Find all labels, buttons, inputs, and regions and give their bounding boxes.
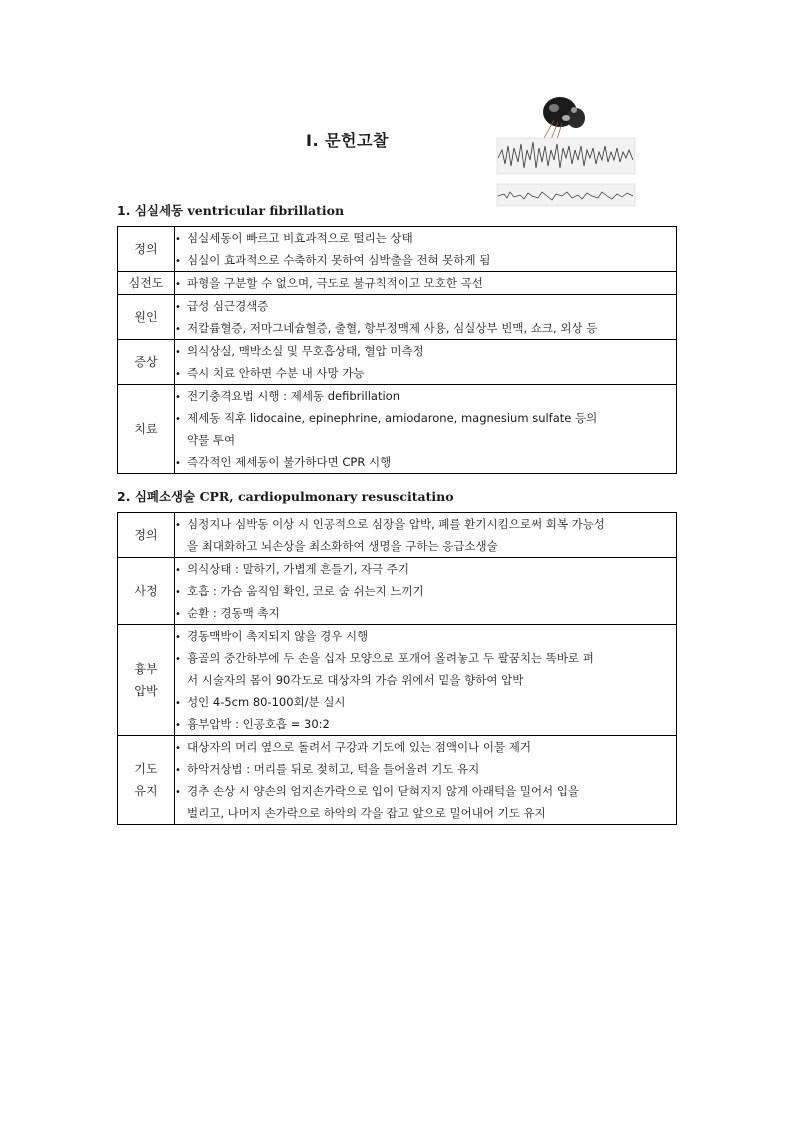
bullet-icon: • — [175, 234, 181, 245]
list-item-text: 의식상실, 맥박소실 및 무호흡상태, 혈압 미측정 — [187, 344, 424, 358]
section2-number: 2. — [117, 489, 131, 504]
section1-heading — [117, 201, 344, 219]
list-item-text: 급성 심근경색증 — [187, 299, 269, 313]
bullet-icon: • — [175, 256, 181, 267]
list-item — [175, 758, 676, 780]
list-item — [175, 780, 676, 802]
row-content — [175, 558, 677, 625]
table-row — [118, 625, 677, 736]
row-header-label: 기도 — [134, 762, 158, 776]
cpr-info-table — [117, 512, 677, 825]
row-header-label: 정의 — [134, 242, 158, 256]
list-item — [175, 647, 676, 669]
list-item-text: 흉골의 중간하부에 두 손을 십자 모양으로 포개어 올려놓고 두 팔꿈치는 똑바로 펴 — [187, 651, 594, 665]
row-header — [118, 513, 175, 558]
list-item — [175, 362, 676, 384]
list-item — [175, 535, 676, 557]
bullet-icon: • — [175, 392, 181, 403]
list-item-text: 제세동 직후 lidocaine, epinephrine, amiodarone, magnesium sulfate 등의 — [187, 411, 598, 425]
section2-heading — [117, 487, 454, 505]
list-item — [175, 249, 676, 271]
list-item-text: 을 최대화하고 뇌손상을 최소화하여 생명을 구하는 응급소생술 — [187, 539, 498, 553]
row-header — [118, 340, 175, 385]
list-item-text: 경동맥박이 촉지되지 않을 경우 시행 — [187, 629, 369, 643]
list-item — [175, 602, 676, 624]
row-header — [118, 227, 175, 272]
bullet-icon: • — [175, 632, 181, 643]
section2-title-en: CPR, cardiopulmonary resuscitatino — [199, 489, 454, 504]
list-item-text: 순환 : 경동맥 촉지 — [187, 606, 280, 620]
row-content — [175, 295, 677, 340]
row-header-label: 치료 — [134, 422, 158, 436]
row-header-label: 압박 — [134, 684, 158, 698]
bullet-icon: • — [175, 347, 181, 358]
table-row — [118, 227, 677, 272]
heart-image — [543, 97, 585, 128]
list-item-text: 심실세동이 빠르고 비효과적으로 떨리는 상태 — [187, 231, 413, 245]
page-title: I. 문헌고찰 — [306, 131, 389, 150]
bullet-icon: • — [175, 414, 181, 425]
row-header-label: 원인 — [134, 310, 158, 324]
list-item-text: 경추 손상 시 양손의 엄지손가락으로 입이 닫혀지지 않게 아래턱을 밀어서 입을 — [187, 784, 580, 798]
bullet-icon: • — [175, 654, 181, 665]
section2-title-ko: 심폐소생술 — [134, 489, 196, 504]
list-item-text: 서 시술자의 몸이 90각도로 대상자의 가슴 위에서 밑을 향하여 압박 — [187, 673, 524, 687]
row-header-label: 정의 — [134, 528, 158, 542]
list-item-text: 벌리고, 나머지 손가락으로 하악의 각을 잡고 앞으로 밀어내어 기도 유지 — [187, 806, 546, 820]
row-content — [175, 736, 677, 825]
list-item — [175, 625, 676, 647]
list-item — [175, 802, 676, 824]
bullet-icon: • — [175, 720, 181, 731]
table-row — [118, 340, 677, 385]
list-item — [175, 558, 676, 580]
table-row — [118, 272, 677, 295]
list-item-text: 즉각적인 제세동이 불가하다면 CPR 시행 — [187, 455, 392, 469]
list-item-text: 전기충격요법 시행 : 제세동 defibrillation — [187, 389, 401, 403]
row-header-label: 유지 — [134, 784, 158, 798]
row-header — [118, 272, 175, 295]
table-row — [118, 295, 677, 340]
bullet-icon: • — [175, 324, 181, 335]
list-item-text: 심정지나 심박동 이상 시 인공적으로 심장을 압박, 폐를 환기시킴으로써 회복 가능성 — [187, 517, 605, 531]
bullet-icon: • — [175, 520, 181, 531]
list-item-text: 흉부압박 : 인공호흡 = 30:2 — [187, 717, 330, 731]
list-item — [175, 272, 676, 294]
table-row — [118, 558, 677, 625]
bullet-icon: • — [175, 609, 181, 620]
row-header-label: 증상 — [134, 355, 158, 369]
row-header-label: 사정 — [134, 584, 158, 598]
row-content — [175, 513, 677, 558]
row-header — [118, 736, 175, 825]
row-header-label: 심전도 — [128, 276, 164, 290]
list-item-text: 의식상태 : 말하기, 가볍게 흔들기, 자극 주기 — [187, 562, 409, 576]
list-item — [175, 385, 676, 407]
ecg-heart-figure — [492, 88, 642, 212]
row-content — [175, 340, 677, 385]
list-item-text: 호흡 : 가슴 움직임 확인, 코로 숨 쉬는지 느끼기 — [187, 584, 424, 598]
bullet-icon: • — [175, 369, 181, 380]
bullet-icon: • — [175, 565, 181, 576]
section1-title-en: ventricular fibrillation — [187, 203, 345, 218]
vf-info-table — [117, 226, 677, 474]
ecg-strip-bottom — [497, 184, 635, 206]
list-item — [175, 317, 676, 339]
list-item — [175, 736, 676, 758]
bullet-icon: • — [175, 698, 181, 709]
list-item-text: 약물 투여 — [187, 433, 236, 447]
list-item — [175, 429, 676, 451]
table-row — [118, 513, 677, 558]
list-item — [175, 407, 676, 429]
list-item — [175, 340, 676, 362]
list-item — [175, 513, 676, 535]
bullet-icon: • — [175, 458, 181, 469]
bullet-icon: • — [175, 279, 181, 290]
row-content — [175, 625, 677, 736]
list-item-text: 하악거상법 : 머리를 뒤로 젖히고, 턱을 들어올려 기도 유지 — [187, 762, 480, 776]
list-item-text: 파형을 구분할 수 없으며, 극도로 불규칙적이고 모호한 곡선 — [187, 276, 483, 290]
list-item-text: 대상자의 머리 옆으로 돌려서 구강과 기도에 있는 점액이나 이물 제거 — [187, 740, 531, 754]
list-item — [175, 713, 676, 735]
list-item — [175, 580, 676, 602]
bullet-icon: • — [175, 743, 181, 754]
bullet-icon: • — [175, 587, 181, 598]
bullet-icon: • — [175, 787, 181, 798]
list-item-text: 즉시 치료 안하면 수분 내 사망 가능 — [187, 366, 365, 380]
row-content — [175, 272, 677, 295]
ecg-strip-top — [497, 138, 635, 174]
row-content — [175, 227, 677, 272]
list-item — [175, 295, 676, 317]
table-row — [118, 385, 677, 474]
row-header — [118, 385, 175, 474]
row-header — [118, 295, 175, 340]
list-item — [175, 227, 676, 249]
list-item — [175, 669, 676, 691]
list-item-text: 저칼륨혈증, 저마그네슘혈증, 출혈, 항부정맥제 사용, 심실상부 빈맥, 쇼크, 외상 등 — [187, 321, 598, 335]
list-item — [175, 451, 676, 473]
bullet-icon: • — [175, 765, 181, 776]
row-header — [118, 558, 175, 625]
list-item-text: 심실이 효과적으로 수축하지 못하여 심박출을 전혀 못하게 됨 — [187, 253, 491, 267]
section1-title-ko: 심실세동 — [134, 203, 184, 218]
row-content — [175, 385, 677, 474]
bullet-icon: • — [175, 302, 181, 313]
row-header-label: 흉부 — [134, 662, 158, 676]
row-header — [118, 625, 175, 736]
section1-number: 1. — [117, 203, 131, 218]
list-item — [175, 691, 676, 713]
table-row — [118, 736, 677, 825]
list-item-text: 성인 4-5cm 80-100회/분 실시 — [187, 695, 346, 709]
